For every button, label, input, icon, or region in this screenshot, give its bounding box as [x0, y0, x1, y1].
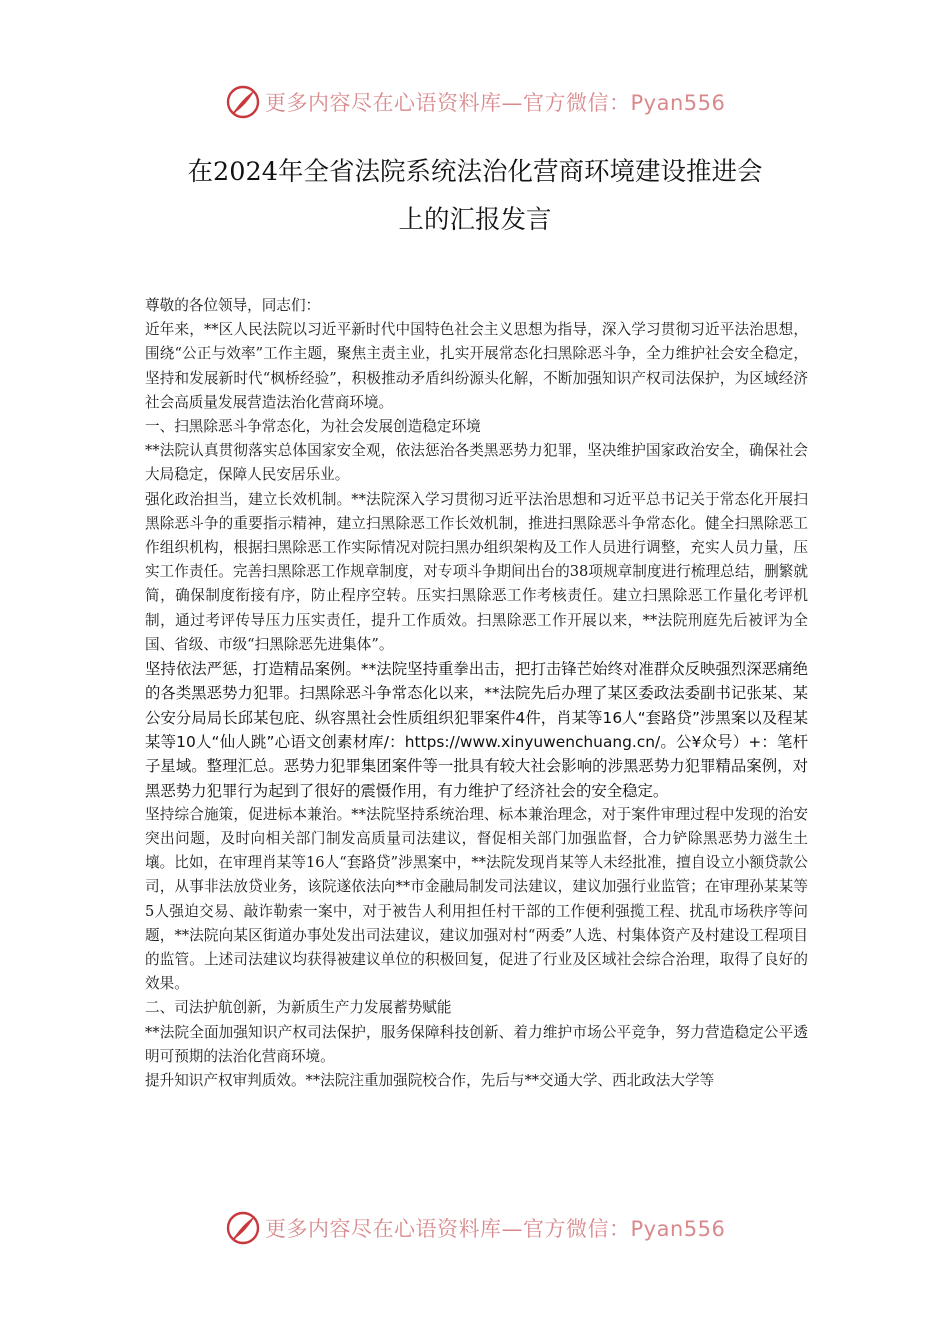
section-heading: 二、司法护航创新，为新质生产力发展蓄势赋能: [145, 999, 452, 1017]
title-line-1: 在2024年全省法院系统法治化营商环境建设推进会: [187, 157, 763, 187]
footer-banner: [225, 1208, 745, 1248]
paragraph: 强化政治担当，建立长效机制。**法院深入学习贯彻习近平法治思想和习近平总书记关于常态化开展扫黑除恶斗争的重要指示精神，建立扫黑除恶工作长效机制，推进扫黑除恶斗争常态化。健全扫黑除恶工作组织机构，根据扫黑除恶工作实际情况对院扫黑办组织架构及工作人员进行调整，充实人员力量，压实工作责任。完善扫黑除恶工作规章制度，对专项斗争期间出台的38项规章制度进行梳理总结，删繁就简，确保制度衔接有序，防止程序空转。压实扫黑除恶工作考核责任。建立扫黑除恶工作量化考评机制，通过考评传导压力压实责任，提升工作质效。扫黑除恶工作开展以来，**法院刑庭先后被评为全国、省级、市级“扫黑除恶先进集体”。: [145, 490, 808, 653]
paragraph: 坚持综合施策，促进标本兼治。**法院坚持系统治理、标本兼治理念，对于案件审理过程中发现的治安突出问题，及时向相关部门制发高质量司法建议，督促相关部门加强监督，合力铲除黑恶势力滋生土壤。比如，在审理肖某等16人“套路贷”涉黑案中，**法院发现肖某等人未经批准，擅自设立小额贷款公司，从事非法放贷业务，该院遂依法向**市金融局制发司法建议，建议加强行业监管；在审理孙某某等5人强迫交易、敲诈勒索一案中，对于被告人利用担任村干部的工作便利强揽工程、扰乱市场秩序等问题，**法院向某区街道办事处发出司法建议，建议加强对村“两委”人选、村集体资产及村建设工程项目的监管。上述司法建议均获得被建议单位的积极回复，促进了行业及区域社会综合治理，取得了良好的效果。: [145, 805, 808, 993]
banner-text: 更多内容尽在心语资料库—官方微信：Pyan556: [265, 91, 726, 115]
paragraph-highlighted: 坚持依法严惩，打造精品案例。**法院坚持重拳出击，把打击锋芒始终对准群众反映强烈深恶痛绝的各类黑恶势力犯罪。扫黑除恶斗争常态化以来，**法院先后办理了某区委政法委副书记张某、某公安分局局长邱某包庇、纵容黑社会性质组织犯罪案件4件，肖某等16人“套路贷”涉黑案以及程某某等10人“仙人跳”心语文创素材库/：https://www.xinyuwenchuang.cn/。公¥众号）+：笔杆子星域。整理汇总。恶势力犯罪集团案件等一批具有较大社会影响的涉黑恶势力犯罪精品案例，对黑恶势力犯罪行为起到了很好的震慑作用，有力维护了经济社会的安全稳定。: [145, 660, 808, 800]
paragraph: 近年来，**区人民法院以习近平新时代中国特色社会主义思想为指导，深入学习贯彻习近平法治思想，围绕“公正与效率”工作主题，聚焦主责主业，扎实开展常态化扫黑除恶斗争，全力维护社会安全稳定，坚持和发展新时代“枫桥经验”，积极推动矛盾纠纷源头化解，不断加强知识产权司法保护，为区域经济社会高质量发展营造法治化营商环境。: [145, 321, 808, 411]
quill-logo-icon: [225, 1210, 261, 1246]
salutation: 尊敬的各位领导，同志们：: [145, 297, 321, 314]
banner-text: 更多内容尽在心语资料库—官方微信：Pyan556: [265, 1217, 726, 1241]
paragraph: **法院认真贯彻落实总体国家安全观，依法惩治各类黑恶势力犯罪，坚决维护国家政治安全，确保社会大局稳定，保障人民安居乐业。: [145, 442, 808, 484]
header-banner: [225, 82, 745, 122]
paragraph: **法院全面加强知识产权司法保护，服务保障科技创新、着力维护市场公平竞争，努力营造稳定公平透明可预期的法治化营商环境。: [145, 1023, 808, 1065]
title-line-2: 上的汇报发言: [398, 205, 552, 235]
quill-logo-icon: [225, 84, 261, 120]
document-title: [120, 148, 830, 244]
paragraph: 提升知识产权审判质效。**法院注重加强院校合作，先后与**交通大学、西北政法大学等: [145, 1072, 715, 1090]
section-heading: 一、扫黑除恶斗争常态化，为社会发展创造稳定环境: [145, 418, 481, 436]
document-body: [145, 294, 808, 1093]
